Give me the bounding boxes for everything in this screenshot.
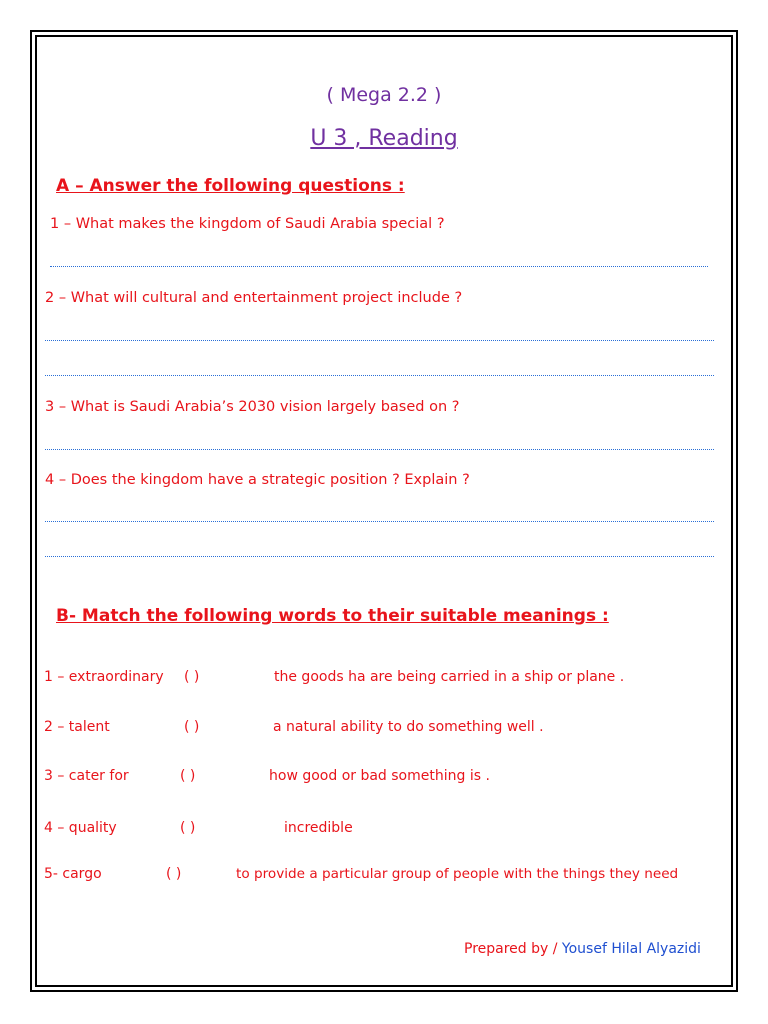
match-meaning-1: the goods ha are being carried in a ship or plane . xyxy=(274,669,625,685)
match-meaning-4: incredible xyxy=(284,820,353,836)
match-word-4: 4 – quality xyxy=(44,820,117,836)
question-4: 4 – Does the kingdom have a strategic position ? Explain ? xyxy=(45,472,470,488)
match-blank-5[interactable]: ( ) xyxy=(166,866,182,882)
unit-title: U 3 , Reading xyxy=(310,126,458,151)
answer-line[interactable] xyxy=(45,449,714,450)
match-meaning-2: a natural ability to do something well . xyxy=(273,719,544,735)
unit-title-wrap xyxy=(0,126,768,151)
worksheet-title: ( Mega 2.2 ) xyxy=(326,84,442,106)
match-blank-2[interactable]: ( ) xyxy=(184,719,200,735)
match-meaning-5: to provide a particular group of people with the things they need xyxy=(236,866,679,882)
answer-line[interactable] xyxy=(45,375,714,376)
match-blank-4[interactable]: ( ) xyxy=(180,820,196,836)
section-a-heading: A – Answer the following questions : xyxy=(56,176,405,196)
author-name: Yousef Hilal Alyazidi xyxy=(561,941,701,957)
answer-line[interactable] xyxy=(45,340,714,341)
match-blank-3[interactable]: ( ) xyxy=(180,768,196,784)
answer-line[interactable] xyxy=(45,521,714,522)
match-blank-1[interactable]: ( ) xyxy=(184,669,200,685)
question-2: 2 – What will cultural and entertainment project include ? xyxy=(45,290,463,306)
match-word-3: 3 – cater for xyxy=(44,768,129,784)
question-3: 3 – What is Saudi Arabia’s 2030 vision largely based on ? xyxy=(45,399,460,415)
answer-line[interactable] xyxy=(45,556,714,557)
credit-line xyxy=(464,941,701,957)
prepared-by-label: Prepared by / xyxy=(464,941,558,957)
section-b-heading: B- Match the following words to their suitable meanings : xyxy=(56,606,609,626)
question-1: 1 – What makes the kingdom of Saudi Arabia special ? xyxy=(50,216,445,232)
match-word-1: 1 – extraordinary xyxy=(44,669,164,685)
match-word-2: 2 – talent xyxy=(44,719,110,735)
match-meaning-3: how good or bad something is . xyxy=(269,768,490,784)
answer-line[interactable] xyxy=(50,266,708,267)
match-word-5: 5- cargo xyxy=(44,866,102,882)
